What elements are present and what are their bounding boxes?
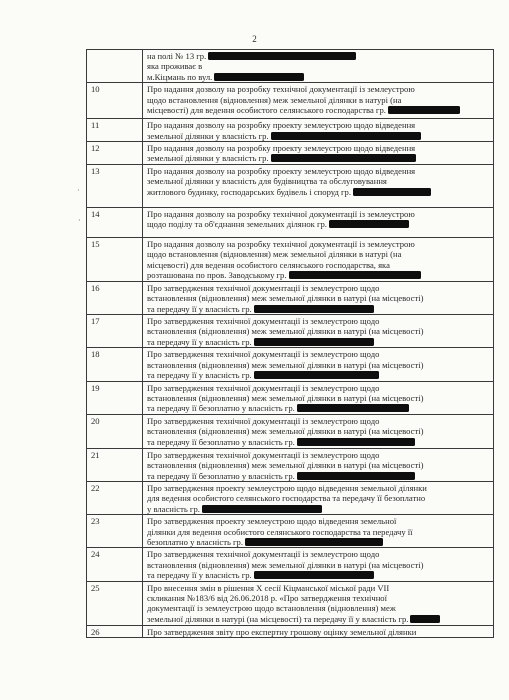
text-line-content: ділянки для ведення особистого селянського господарства та передачу її: [147, 526, 413, 537]
row-number: 23: [87, 515, 143, 548]
redaction-block: [254, 338, 374, 346]
row-text: [143, 348, 494, 381]
text-line: [147, 61, 491, 71]
text-line-content: Про надання дозволу на розробку технічної документації із землеустрою: [147, 84, 415, 95]
row-number: 18: [87, 348, 143, 381]
text-line: [147, 326, 491, 336]
text-line-content: Про затвердження проекту землеустрою щодо відведення земельної ділянки: [147, 482, 427, 493]
table-row: [87, 207, 494, 237]
scan-speck: ·: [77, 186, 80, 195]
text-line-content: та передачу її безоплатно у власність гр.: [147, 470, 295, 481]
text-line-content: та передачу її у власність гр.: [147, 303, 252, 314]
redaction-block: [353, 188, 431, 196]
text-line: [147, 527, 491, 537]
text-line: [147, 219, 491, 229]
redaction-block: [289, 271, 421, 279]
text-line: [147, 143, 491, 153]
redaction-block: [271, 132, 421, 140]
row-number: 19: [87, 381, 143, 414]
row-text: [143, 515, 494, 548]
row-number: 21: [87, 448, 143, 481]
row-number: 25: [87, 581, 143, 625]
text-line: [147, 370, 491, 380]
text-line: [147, 166, 491, 176]
text-line: [147, 72, 491, 82]
text-line-content: та передачу її у власність гр.: [147, 570, 252, 581]
text-line-content: Про затвердження проекту землеустрою щодо відведення земельної: [147, 516, 397, 527]
table-row: [87, 237, 494, 281]
text-line: [147, 614, 491, 624]
text-line: [147, 51, 491, 61]
text-line: [147, 209, 491, 219]
text-line: [147, 84, 491, 94]
text-line: [147, 493, 491, 503]
text-line: [147, 239, 491, 249]
text-line: [147, 383, 491, 393]
row-number: 17: [87, 315, 143, 348]
table-row: [87, 315, 494, 348]
text-line-content: встановлення (відновлення) меж земельної ділянки в натурі (на місцевості): [147, 559, 424, 570]
text-line-content: Про надання дозволу на розробку проекту землеустрою щодо відведення: [147, 120, 416, 131]
text-line: [147, 593, 491, 603]
row-number: 14: [87, 207, 143, 237]
text-line-content: Про затвердження технічної документації із землеустрою щодо: [147, 449, 380, 460]
text-line-content: Про внесення змін в рішення Х сесії Кіцманської міської ради VII: [147, 582, 390, 593]
text-line-content: Про затвердження технічної документації із землеустрою щодо: [147, 549, 380, 560]
table-row: [87, 548, 494, 581]
row-text: [143, 315, 494, 348]
row-text: [143, 281, 494, 314]
text-line: [147, 153, 491, 163]
row-text: [143, 548, 494, 581]
text-line-content: та передачу її безоплатно у власність гр.: [147, 403, 295, 414]
text-line: [147, 95, 491, 105]
table-row: [87, 625, 494, 637]
row-number: 16: [87, 281, 143, 314]
text-line-content: встановлення (відновлення) меж земельної ділянки в натурі (на місцевості): [147, 426, 424, 437]
text-line: [147, 460, 491, 470]
text-line-content: земельної ділянки у власність гр.: [147, 130, 269, 141]
redaction-block: [297, 438, 415, 446]
text-line-content: місцевості) для ведення особистого селянського господарства, яка: [147, 259, 390, 270]
row-text: [143, 50, 494, 83]
row-number: 10: [87, 83, 143, 119]
text-line: [147, 583, 491, 593]
row-text: [143, 481, 494, 514]
table-row: [87, 164, 494, 207]
row-text: [143, 237, 494, 281]
redaction-block: [208, 52, 356, 60]
page-number: 2: [252, 34, 257, 44]
text-line: [147, 304, 491, 314]
text-line-content: земельної ділянки у власність гр.: [147, 153, 269, 164]
text-line-content: та передачу її у власність гр.: [147, 370, 252, 381]
row-number: 22: [87, 481, 143, 514]
text-line: [147, 187, 491, 197]
text-line-content: земельної ділянки в натурі (на місцевості) та передачу її у власність гр.: [147, 613, 409, 624]
agenda-table: [86, 49, 494, 638]
text-line: [147, 270, 491, 280]
text-line-content: встановлення (відновлення) меж земельної ділянки в натурі (на місцевості): [147, 293, 424, 304]
row-number: 11: [87, 119, 143, 142]
text-line: [147, 105, 491, 115]
text-line-content: у власність гр.: [147, 503, 200, 514]
table-row: [87, 281, 494, 314]
text-line: [147, 293, 491, 303]
table-row: [87, 414, 494, 448]
text-line-content: Про затвердження звіту про експертну грошову оцінку земельної ділянки: [147, 626, 417, 637]
text-line: [147, 450, 491, 460]
scan-speck: ·: [78, 216, 81, 225]
text-line: [147, 283, 491, 293]
text-line-content: на полі № 13 гр.: [147, 51, 207, 61]
text-line-content: документації із землеустрою щодо встановлення (відновлення) меж: [147, 603, 396, 614]
text-line: [147, 416, 491, 426]
text-line-content: та передачу її у власність гр.: [147, 336, 252, 347]
text-line-content: Про затвердження технічної документації із землеустрою щодо: [147, 415, 380, 426]
text-line: [147, 120, 491, 130]
row-text: [143, 448, 494, 481]
row-number: 13: [87, 164, 143, 207]
row-text: [143, 625, 494, 637]
text-line-content: щодо встановлення (відновлення) меж земельної ділянки в натурі (на: [147, 94, 402, 105]
row-number: [87, 50, 143, 83]
text-line: [147, 316, 491, 326]
text-line-content: щодо поділу та об'єднання земельних ділянок гр.: [147, 219, 327, 230]
text-line: [147, 549, 491, 559]
text-line: [147, 504, 491, 514]
text-line-content: Про затвердження технічної документації із землеустрою щодо: [147, 316, 380, 327]
redaction-block: [202, 505, 322, 513]
redaction-block: [297, 472, 415, 480]
text-line-content: встановлення (відновлення) меж земельної ділянки в натурі (на місцевості): [147, 392, 424, 403]
table-row: [87, 119, 494, 142]
row-number: 20: [87, 414, 143, 448]
row-text: [143, 207, 494, 237]
table-row: [87, 348, 494, 381]
table-row: [87, 83, 494, 119]
text-line: [147, 483, 491, 493]
table-row: [87, 581, 494, 625]
text-line: [147, 603, 491, 613]
redaction-block: [271, 154, 416, 162]
text-line: [147, 260, 491, 270]
row-text: [143, 414, 494, 448]
text-line: [147, 337, 491, 347]
text-line: [147, 403, 491, 413]
text-line: [147, 426, 491, 436]
text-line-content: Про затвердження технічної документації із землеустрою щодо: [147, 382, 380, 393]
text-line-content: для ведення особистого селянського господарства та передачу її безоплатно: [147, 493, 426, 504]
redaction-block: [329, 220, 409, 228]
table-row: [87, 142, 494, 165]
text-line: [147, 131, 491, 141]
table-row: [87, 481, 494, 514]
redaction-block: [254, 571, 374, 579]
row-text: [143, 119, 494, 142]
row-text: [143, 381, 494, 414]
text-line: [147, 570, 491, 580]
text-line-content: Про надання дозволу на розробку проекту землеустрою щодо відведення: [147, 165, 416, 176]
text-line-content: щодо встановлення (відновлення) меж земельної ділянки в натурі (на: [147, 249, 402, 260]
table-row: [87, 50, 494, 83]
row-text: [143, 142, 494, 165]
text-line: [147, 437, 491, 447]
row-text: [143, 164, 494, 207]
redaction-block: [254, 305, 374, 313]
text-line: [147, 516, 491, 526]
redaction-block: [245, 538, 383, 546]
text-line-content: м.Кіцмань по вул.: [147, 71, 213, 82]
redaction-block: [254, 371, 379, 379]
text-line-content: яка проживає в: [147, 61, 203, 72]
text-line-content: Про затвердження технічної документації із землеустрою щодо: [147, 349, 380, 360]
text-line: [147, 176, 491, 186]
text-line-content: встановлення (відновлення) меж земельної ділянки в натурі (на місцевості): [147, 326, 424, 337]
row-number: 15: [87, 237, 143, 281]
text-line-content: місцевості) для ведення особистого селянського господарства гр.: [147, 105, 386, 116]
table-row: [87, 448, 494, 481]
table-row: [87, 515, 494, 548]
text-line-content: земельної ділянки у власність для будівництва та обслуговування: [147, 176, 387, 187]
text-line-content: розташована по пров. Заводському гр.: [147, 270, 287, 281]
redaction-block: [410, 615, 440, 623]
text-line-content: Про затвердження технічної документації із землеустрою щодо: [147, 282, 380, 293]
text-line: [147, 537, 491, 547]
text-line-content: безоплатно у власність гр.: [147, 536, 243, 547]
row-number: 12: [87, 142, 143, 165]
text-line: [147, 627, 491, 637]
text-line: [147, 471, 491, 481]
text-line: [147, 360, 491, 370]
text-line: [147, 560, 491, 570]
text-line: [147, 249, 491, 259]
text-line-content: Про надання дозволу на розробку технічної документації із землеустрою: [147, 238, 415, 249]
text-line-content: Про надання дозволу на розробку технічної документації із землеустрою: [147, 208, 415, 219]
redaction-block: [388, 106, 460, 114]
table-row: [87, 381, 494, 414]
row-number: 26: [87, 625, 143, 637]
text-line-content: Про надання дозволу на розробку проекту землеустрою щодо відведення: [147, 143, 416, 154]
row-text: [143, 83, 494, 119]
text-line: [147, 349, 491, 359]
redaction-block: [297, 404, 409, 412]
text-line-content: встановлення (відновлення) меж земельної ділянки в натурі (на місцевості): [147, 359, 424, 370]
text-line-content: житлового будинку, господарських будівель і споруд гр.: [147, 186, 352, 197]
row-text: [143, 581, 494, 625]
text-line: [147, 393, 491, 403]
text-line-content: скликання №183/6 від 26.06.2018 р. «Про затвердження технічної: [147, 593, 387, 603]
redaction-block: [214, 73, 304, 81]
text-line-content: та передачу її безоплатно у власність гр.: [147, 436, 295, 447]
row-number: 24: [87, 548, 143, 581]
text-line-content: встановлення (відновлення) меж земельної ділянки в натурі (на місцевості): [147, 460, 424, 471]
